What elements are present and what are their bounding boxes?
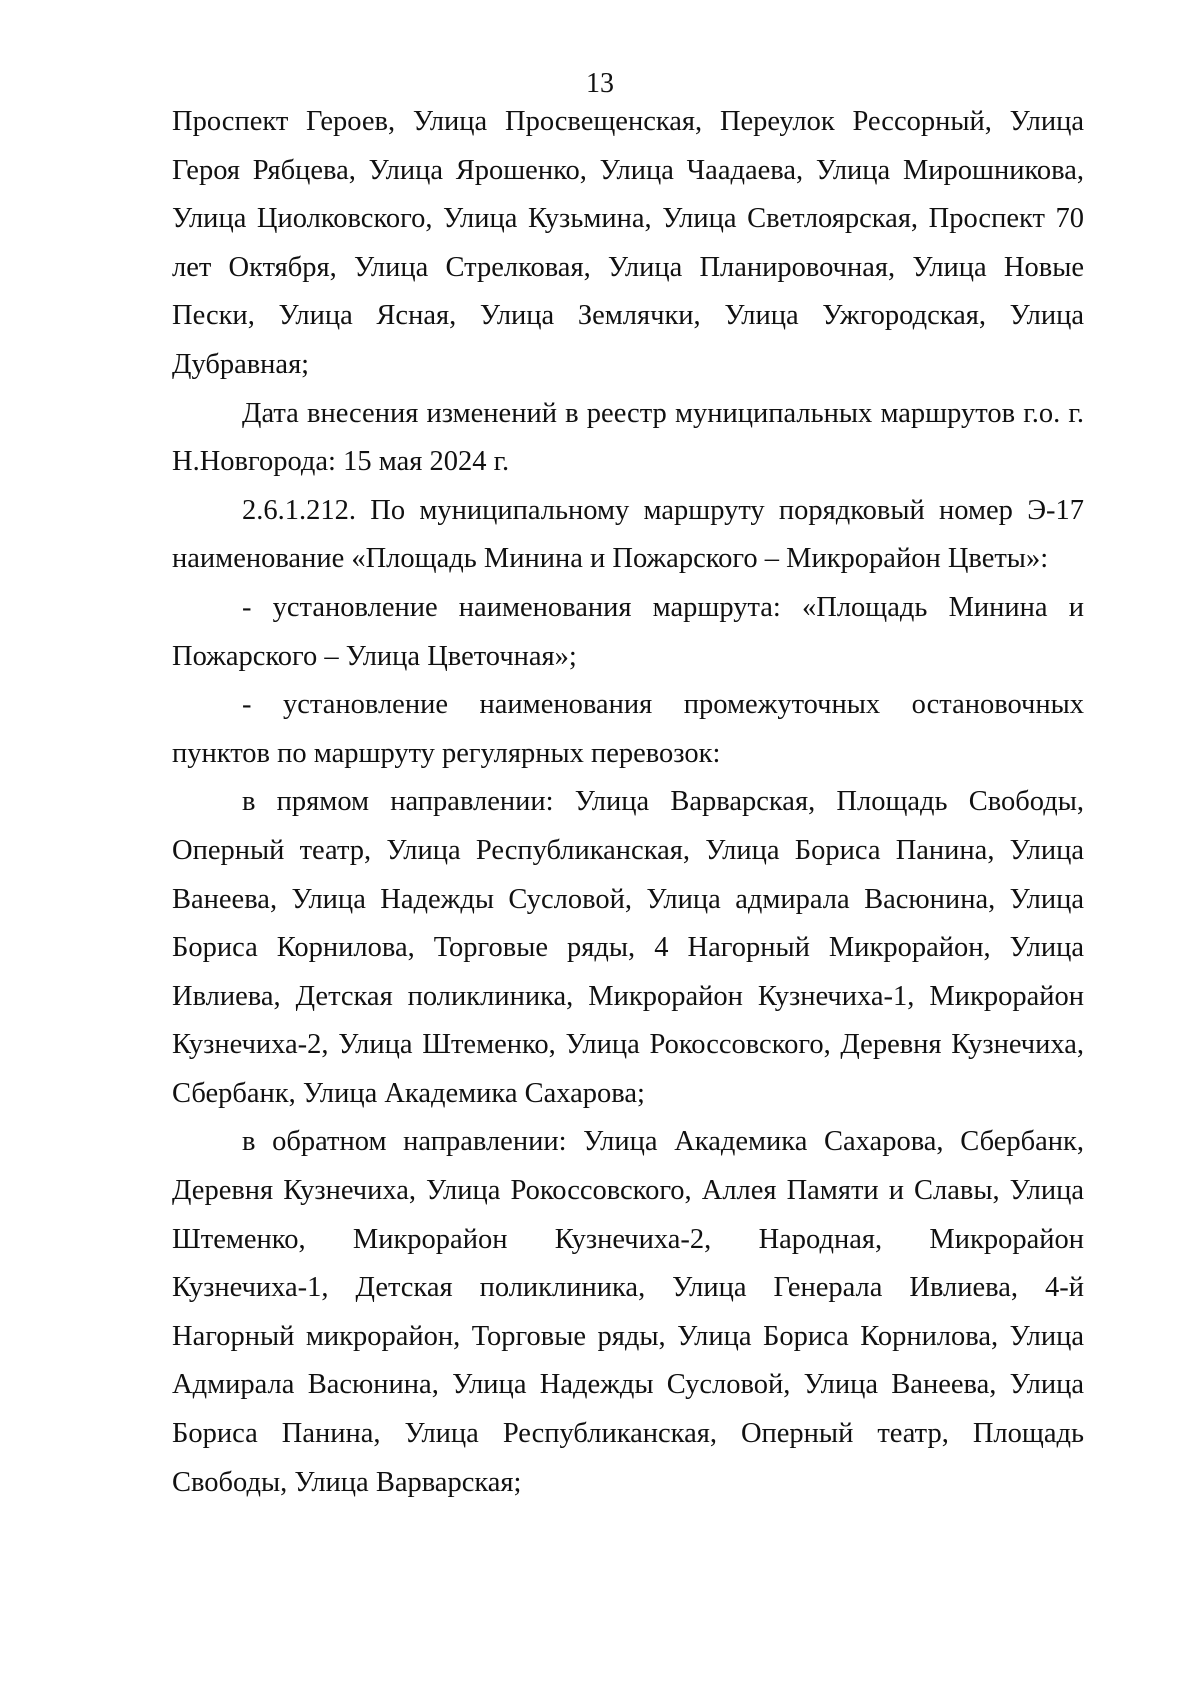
paragraph-stops-name-change: - установление наименования промежуточных остановочных пунктов по маршруту регулярных перевозок: xyxy=(172,689,1084,769)
paragraph-route-e17-heading: 2.6.1.212. По муниципальному маршруту порядковый номер Э-17 наименование «Площадь Минина и Пожарского – Микрорайон Цветы»: xyxy=(172,494,1084,575)
paragraph-forward-direction-stops: в прямом направлении: Улица Варварская, Площадь Свободы, Оперный театр, Улица Республиканская, Улица Бориса Панина, Улица Ванеева, Улица Надежды Сусловой, Улица адмирала Васюнина, Улица Бориса Корнилова, Торговые ряды, 4 Нагорный Микрорайон, Улица Ивлиева, Детская поликлиника, Микрорайон Кузнечиха-1, Микрорайон Кузнечиха-2, Улица Штеменко, Улица Рокоссовского, Деревня Кузнечиха, Сбербанк, Улица Академика Сахарова; xyxy=(172,786,1084,1109)
paragraph-registry-change-date: Дата внесения изменений в реестр муниципальных маршрутов г.о. г. Н.Новгорода: 15 мая 2024 г. xyxy=(172,397,1084,478)
paragraph-route-name-change: - установление наименования маршрута: «Площадь Минина и Пожарского – Улица Цветочная»; xyxy=(172,591,1084,672)
document-body xyxy=(172,98,1084,1507)
paragraph-reverse-direction-stops: в обратном направлении: Улица Академика Сахарова, Сбербанк, Деревня Кузнечиха, Улица Рокоссовского, Аллея Памяти и Славы, Улица Штеменко, Микрорайон Кузнечиха-2, Народная, Микрорайон Кузнечиха-1, Детская поликлиника, Улица Генерала Ивлиева, 4-й Нагорный микрорайон, Торговые ряды, Улица Бориса Корнилова, Улица Адмирала Васюнина, Улица Надежды Сусловой, Улица Ванеева, Улица Бориса Панина, Улица Республиканская, Оперный театр, Площадь Свободы, Улица Варварская; xyxy=(172,1126,1084,1498)
page-number: 13 xyxy=(586,68,614,99)
paragraph-street-list-continued: Проспект Героев, Улица Просвещенская, Переулок Рессорный, Улица Героя Рябцева, Улица Ярошенко, Улица Чаадаева, Улица Мирошникова, Улица Циолковского, Улица Кузьмина, Улица Светлоярская, Проспект 70 лет Октября, Улица Стрелковая, Улица Планировочная, Улица Новые Пески, Улица Ясная, Улица Землячки, Улица Ужгородская, Улица Дубравная; xyxy=(172,106,1084,380)
